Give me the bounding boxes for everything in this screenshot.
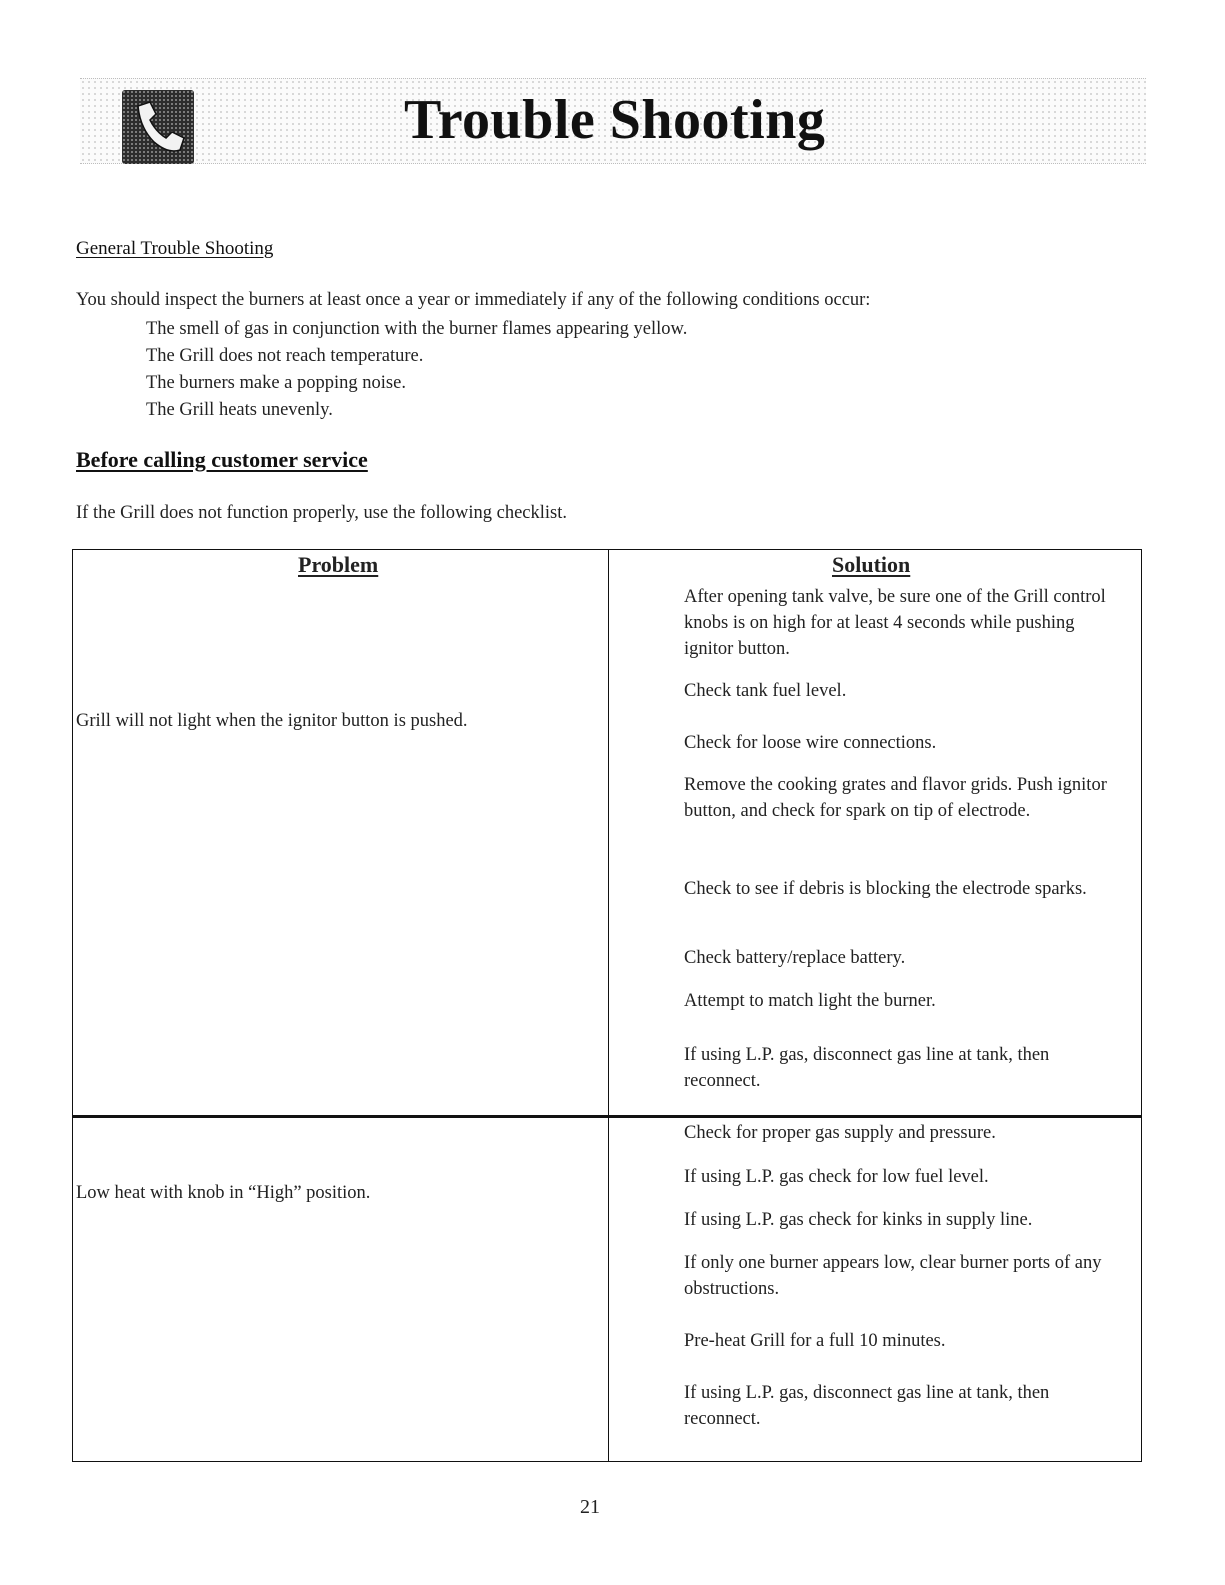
page-number: 21 <box>580 1496 600 1518</box>
solution-item: After opening tank valve, be sure one of the Grill control knobs is on high for at least 4 seconds while pushing ignitor button. <box>684 587 1106 659</box>
solution-item: Pre-heat Grill for a full 10 minutes. <box>684 1331 946 1351</box>
condition-item: The Grill does not reach temperature. <box>146 346 424 366</box>
problem-cell: Grill will not light when the ignitor button is pushed. <box>76 711 468 731</box>
solution-item: Check tank fuel level. <box>684 681 847 701</box>
condition-item: The Grill heats unevenly. <box>146 400 333 420</box>
problem-column-header: Problem <box>298 552 379 577</box>
solution-item: Attempt to match light the burner. <box>684 991 936 1011</box>
solution-item: Check battery/replace battery. <box>684 948 906 968</box>
column-divider <box>608 549 609 1462</box>
solution-column-header: Solution <box>832 552 911 577</box>
before-calling-service-heading: Before calling customer service <box>76 447 368 472</box>
condition-item: The burners make a popping noise. <box>146 373 406 393</box>
conditions-list <box>146 316 687 424</box>
solution-item: Check for proper gas supply and pressure. <box>684 1123 996 1143</box>
solution-item: If using L.P. gas, disconnect gas line at tank, then reconnect. <box>684 1383 1050 1429</box>
page-title: Trouble Shooting <box>404 89 826 151</box>
row-divider <box>72 1115 1142 1118</box>
problem-cell: Low heat with knob in “High” position. <box>76 1183 371 1203</box>
solution-item: Check for loose wire connections. <box>684 733 937 753</box>
inspection-intro: You should inspect the burners at least once a year or immediately if any of the following conditions occur: <box>76 290 871 310</box>
solution-item: If only one burner appears low, clear burner ports of any obstructions. <box>684 1253 1102 1299</box>
solution-item: If using L.P. gas, disconnect gas line at tank, then reconnect. <box>684 1045 1050 1091</box>
solution-item: Check to see if debris is blocking the electrode sparks. <box>684 879 1087 899</box>
solution-item: Remove the cooking grates and flavor grids. Push ignitor button, and check for spark on tip of electrode. <box>684 775 1107 821</box>
general-trouble-shooting-heading: General Trouble Shooting <box>76 238 274 259</box>
solution-item: If using L.P. gas check for low fuel level. <box>684 1167 989 1187</box>
solution-item: If using L.P. gas check for kinks in supply line. <box>684 1210 1033 1230</box>
condition-item: The smell of gas in conjunction with the burner flames appearing yellow. <box>146 319 688 339</box>
phone-handset-icon <box>122 90 194 164</box>
checklist-intro: If the Grill does not function properly, use the following checklist. <box>76 503 567 523</box>
